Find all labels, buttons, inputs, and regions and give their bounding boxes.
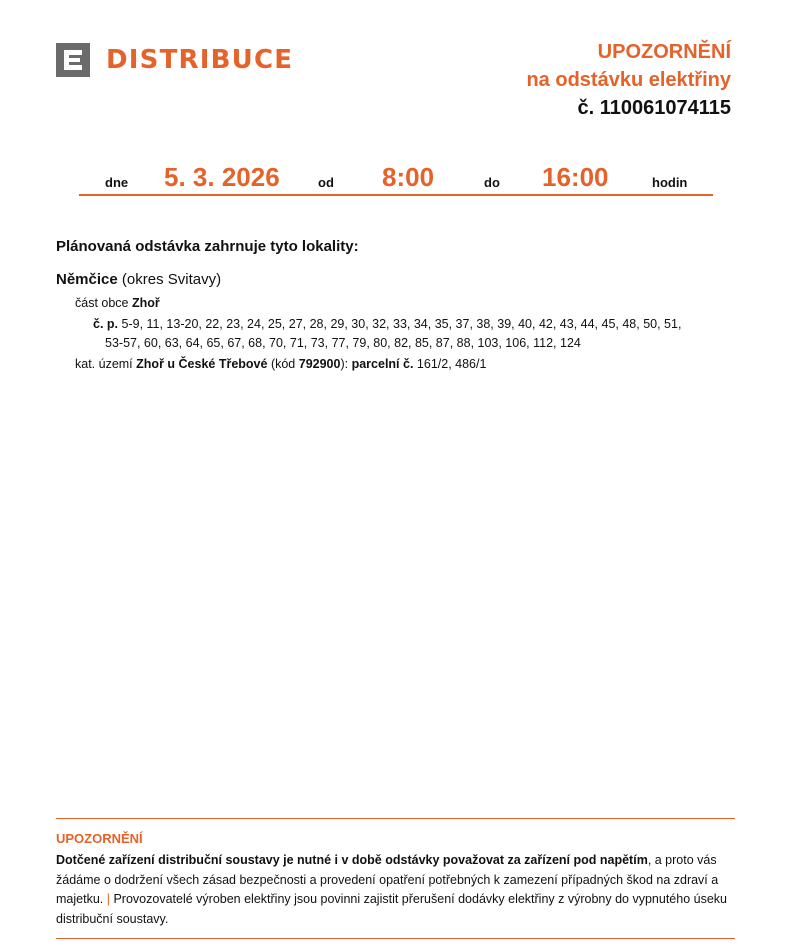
municipality-part: [75, 296, 160, 310]
town-line: [56, 271, 221, 288]
outage-date: 5. 3. 2026: [164, 162, 280, 192]
hours-unit-label: hodin: [652, 175, 688, 190]
house-numbers-label: č. p.: [93, 317, 119, 331]
town-name: Němčice: [56, 271, 118, 288]
notice-subtitle: na odstávku elektřiny: [526, 69, 731, 91]
outage-dateline: [79, 160, 713, 196]
from-label: od: [318, 175, 334, 190]
part-name: Zhoř: [132, 296, 160, 310]
house-numbers: [93, 315, 733, 352]
cadastral-code-end: ):: [340, 357, 349, 371]
footer-divider-bottom: [56, 938, 735, 939]
parcel-label: parcelní č.: [351, 357, 414, 371]
parcel-numbers: 161/2, 486/1: [416, 357, 487, 371]
notice-title: UPOZORNĚNÍ: [597, 41, 731, 63]
cadastral-name: Zhoř u České Třebové: [136, 357, 268, 371]
cadastral-label: kat. území: [75, 357, 133, 371]
warning-text-1: , a proto vás žádáme o dodržení všech zásad bezpečnosti a provedení opatření potřebných k zamezení případných škod na zdraví a majetku.: [56, 853, 719, 906]
house-numbers-line-2: 53-57, 60, 63, 64, 65, 67, 68, 70, 71, 73, 77, 79, 80, 82, 85, 87, 88, 103, 106, 112, 124: [105, 335, 581, 350]
house-numbers-line-1: 5-9, 11, 13-20, 22, 23, 24, 25, 27, 28, 29, 30, 32, 33, 34, 35, 37, 38, 39, 40, 42, 43, 44, 45, 48, 50, 51,: [121, 317, 682, 331]
warning-title: UPOZORNĚNÍ: [56, 831, 143, 846]
to-label: do: [484, 175, 500, 190]
cadastral-line: [75, 357, 486, 371]
warning-text: [56, 851, 736, 929]
outage-from-time: 8:00: [382, 162, 435, 192]
notice-number: č. 110061074115: [577, 97, 731, 119]
footer-divider-top: [56, 818, 735, 819]
outage-to-time: 16:00: [542, 162, 609, 192]
cadastral-code-label: (kód: [270, 357, 296, 371]
cez-logo-icon: [56, 43, 90, 77]
date-label: dne: [105, 175, 129, 190]
notice-header: [526, 38, 731, 122]
district-name: (okres Svitavy): [121, 271, 222, 288]
warning-bold-text: Dotčené zařízení distribuční soustavy je nutné i v době odstávky považovat za zařízení pod napětím: [56, 853, 648, 867]
part-label: část obce: [75, 296, 129, 310]
warning-text-2: Provozovatelé výroben elektřiny jsou povinni zajistit přerušení dodávky elektřiny z výrobny do vypnutého úseku distribuční soustavy.: [56, 892, 727, 926]
logo-text: DISTRIBUCE: [106, 45, 294, 75]
localities-heading: Plánovaná odstávka zahrnuje tyto lokality:: [56, 238, 359, 255]
cadastral-code: 792900: [298, 357, 341, 371]
company-logo: [56, 43, 293, 77]
warning-separator: |: [106, 892, 110, 906]
